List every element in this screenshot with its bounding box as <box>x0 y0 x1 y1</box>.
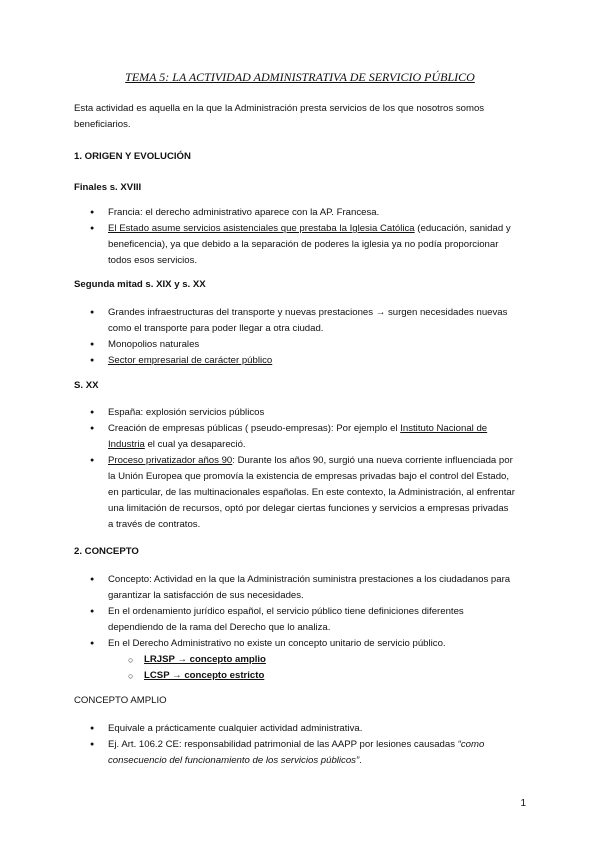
page-title: TEMA 5: LA ACTIVIDAD ADMINISTRATIVA DE SERVICIO PÚBLICO <box>125 70 475 84</box>
list-item: ● Sector empresarial de carácter público <box>90 353 515 369</box>
list-finales-xviii <box>90 205 515 269</box>
list-item: ● Francia: el derecho administrativo aparece con la AP. Francesa. <box>90 205 515 221</box>
list-concepto-amplio <box>90 721 515 769</box>
list-item-text: (educación, sanidad y beneficencia), ya que debido a la separación de poderes la iglesia ya no podía proporcionar todos esos servicios. <box>108 223 511 266</box>
list-item: ● España: explosión servicios públicos <box>90 405 515 421</box>
list-item <box>90 421 515 453</box>
page-number: 1 <box>520 798 526 809</box>
concepto-amplio-heading: CONCEPTO AMPLIO <box>74 695 167 706</box>
sublist-item-lcsp: ○ LCSP → concepto estricto <box>128 668 266 684</box>
list-s-xx <box>90 405 515 533</box>
underlined-text: Proceso privatizador años 90 <box>108 455 233 466</box>
list-concepto <box>90 572 515 652</box>
list-item-text: : Durante los años 90, surgió una nueva corriente influenciada por la Unión Europea que promovía la existencia de empresas privadas bajo el control del Estado, en particular, de las multinacionales españolas. En este contexto, la Administración, al enfrentar una limitación de recursos, optó por delegar ciertas funciones y servicios a empresas privadas a través de contratos. <box>108 455 515 530</box>
underlined-text: El Estado asume servicios asistenciales que prestaba la Iglesia Católica <box>108 223 415 234</box>
list-item: ● Monopolios naturales <box>90 337 515 353</box>
list-item-text: Creación de empresas públicas ( pseudo-empresas): Por ejemplo el <box>108 423 401 434</box>
list-item: ● Concepto: Actividad en la que la Administración suministra prestaciones a los ciudadanos para garantizar la satisfacción de sus necesidades. <box>90 572 515 604</box>
list-item-text: el cual ya desapareció. <box>144 439 246 450</box>
list-item <box>90 221 515 269</box>
list-item: ● En el Derecho Administrativo no existe un concepto unitario de servicio público. <box>90 636 515 652</box>
subheading-s-xx: S. XX <box>74 380 99 391</box>
sublist-item-lrjsp: ○ LRJSP → concepto amplio <box>128 652 266 668</box>
list-item: ● Equivale a prácticamente cualquier actividad administrativa. <box>90 721 515 737</box>
list-segunda-mitad <box>90 305 515 369</box>
intro-paragraph: Esta actividad es aquella en la que la Administración presta servicios de los que nosotros somos beneficiarios. <box>74 103 485 130</box>
underlined-text: Instituto Nacional de Industria <box>108 423 488 450</box>
section-1-heading: 1. ORIGEN Y EVOLUCIÓN <box>74 151 191 162</box>
list-item: ● Grandes infraestructuras del transporte y nuevas prestaciones → surgen necesidades nuevas como el transporte para poder llegar a otra ciudad. <box>90 305 515 337</box>
list-item-text: Ej. Art. 106.2 CE: responsabilidad patrimonial de las AAPP por lesiones causadas <box>108 739 458 750</box>
list-item: ● En el ordenamiento jurídico español, el servicio público tiene definiciones diferentes dependiendo de la rama del Derecho que lo analiza. <box>90 604 515 636</box>
subheading-segunda-mitad: Segunda mitad s. XIX y s. XX <box>74 279 206 290</box>
italic-quote: “como consecuencio del funcionamiento de los servicios públicos” <box>108 739 485 766</box>
subheading-finales-xviii: Finales s. XVIII <box>74 182 142 193</box>
list-item <box>90 453 515 533</box>
list-item <box>90 737 515 769</box>
sublist-leyes <box>128 652 266 684</box>
list-item-text: . <box>359 755 362 766</box>
section-2-heading: 2. CONCEPTO <box>74 546 139 557</box>
